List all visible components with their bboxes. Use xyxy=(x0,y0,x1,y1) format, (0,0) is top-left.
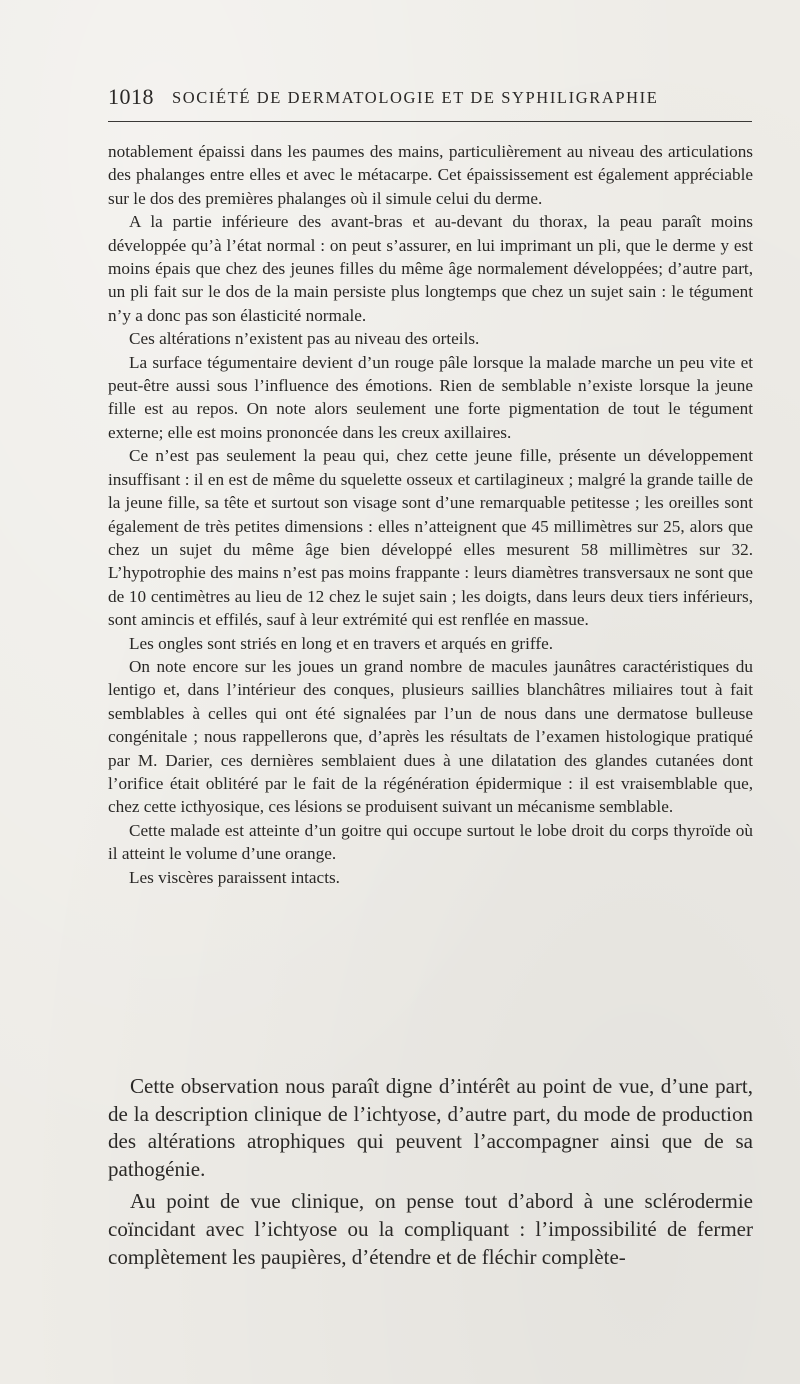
paragraph: Ce n’est pas seulement la peau qui, chez cette jeune fille, présente un développement insuffisant : il en est de même du squelette osseux et cartilagineux ; malgré la grande taille de la jeune fille, sa tête et surtout son visage sont d’une remarquable petitesse ; les oreilles sont également de très petites dimensions : elles n’atteignent que 45 millimètres sur 25, alors que chez un sujet du même âge bien développé elles mesurent 58 millimètres sur 32. L’hypotrophie des mains n’est pas moins frappante : leurs diamètres transversaux ne sont que de 10 centimètres au lieu de 12 chez le sujet sain ; les doigts, dans leurs deux tiers inférieurs, sont amincis et effilés, sauf à leur extrémité qui est renflée en massue. xyxy=(108,446,753,630)
paragraph: Les viscères paraissent intacts. xyxy=(129,867,340,887)
page-number: 1018 xyxy=(108,84,154,109)
discussion-text xyxy=(108,1073,753,1271)
paragraph: Ces altérations n’existent pas au niveau des orteils. xyxy=(129,329,480,349)
paragraph: On note encore sur les joues un grand nombre de macules jaunâtres caractéristiques du lentigo et, dans l’intérieur des conques, plusieurs saillies blanchâtres miliaires tout à fait semblables à celles qui ont été signalées par l’un de nous dans une dermatose bulleuse congénitale ; nous rappellerons que, d’après les résultats de l’examen histologique pratiqué par M. Darier, ces dernières semblaient dues à une dilatation des glandes cutanées dont l’orifice était oblitéré par le fait de la régénération épidermique : il est vraisemblable que, chez cette icthyosique, ces lésions se produisent suivant un mécanisme semblable. xyxy=(108,656,753,817)
paragraph: Cette malade est atteinte d’un goitre qui occupe surtout le lobe droit du corps thyroïde où il atteint le volume d’une orange. xyxy=(108,820,753,864)
paragraph: Cette observation nous paraît digne d’intérêt au point de vue, d’une part, de la description clinique de l’ichtyose, d’autre part, du mode de production des altérations atrophiques qui peuvent l’accompagner ainsi que de sa pathogénie. xyxy=(108,1074,753,1181)
paragraph: Au point de vue clinique, on pense tout d’abord à une sclérodermie coïncidant avec l’ichtyose ou la compliquant : l’impossibilité de fermer complètement les paupières, d’étendre et de fléchir complète- xyxy=(108,1189,753,1269)
running-title: SOCIÉTÉ DE DERMATOLOGIE ET DE SYPHILIGRAPHIE xyxy=(172,88,659,107)
page-header xyxy=(108,84,753,110)
paragraph: notablement épaissi dans les paumes des mains, particulièrement au niveau des articulations des phalanges entre elles et avec le métacarpe. Cet épaississement est également appréciable sur le dos des premières phalanges où il simule celui du derme. xyxy=(108,142,753,208)
paragraph: Les ongles sont striés en long et en travers et arqués en griffe. xyxy=(129,633,553,653)
paragraph: A la partie inférieure des avant-bras et au-devant du thorax, la peau paraît moins développée qu’à l’état normal : on peut s’assurer, en lui imprimant un pli, que le derme y est moins épais que chez des jeunes filles du même âge normalement développées; d’autre part, un pli fait sur le dos de la main persiste plus longtemps que chez un sujet sain : le tégument n’y a donc pas son élasticité normale. xyxy=(108,212,753,325)
observation-text xyxy=(108,140,753,889)
header-rule xyxy=(108,121,752,122)
paragraph: La surface tégumentaire devient d’un rouge pâle lorsque la malade marche un peu vite et peut-être aussi sous l’influence des émotions. Rien de semblable n’existe lorsque la jeune fille est au repos. On note alors seulement une forte pigmentation de tout le tégument externe; elle est moins prononcée dans les creux axillaires. xyxy=(108,352,753,442)
